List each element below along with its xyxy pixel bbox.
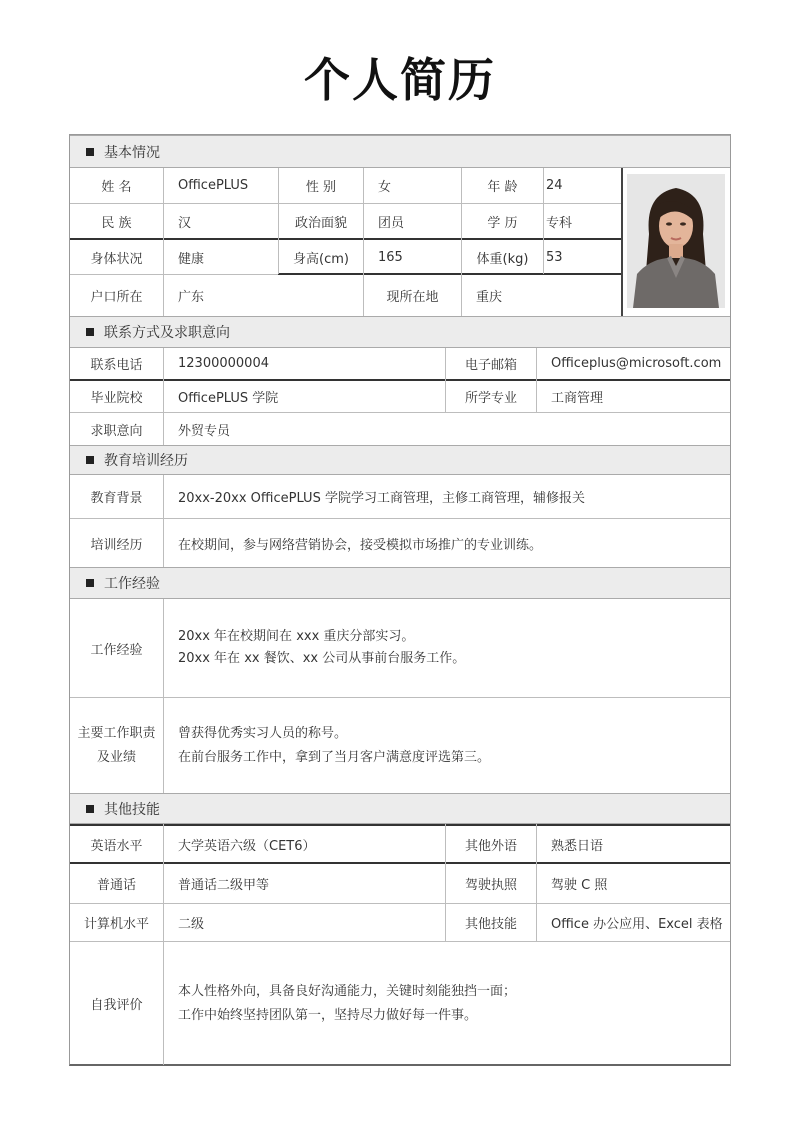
- duty-line: 曾获得优秀实习人员的称号。: [178, 725, 348, 741]
- weight-label: 体重(kg): [476, 251, 529, 267]
- english-label: 英语水平: [90, 838, 143, 854]
- section-work: [70, 567, 730, 599]
- major-value: 工商管理: [551, 391, 604, 406]
- ethnicity-value: 汉: [178, 215, 192, 231]
- intent-value: 外贸专员: [178, 423, 231, 439]
- bullet-square-icon: [86, 805, 94, 813]
- driving-label: 驾驶执照: [464, 878, 517, 893]
- height-value: 165: [378, 249, 403, 265]
- education-background-label: 教育背景: [90, 491, 143, 506]
- other-skill-value: Office 办公应用、Excel 表格: [551, 917, 723, 932]
- work-experience-line: 20xx 年在校期间在 xxx 重庆分部实习。: [178, 629, 415, 644]
- section-contact: [70, 316, 730, 348]
- gender-label: 性 别: [305, 180, 337, 195]
- school-value: OfficePLUS 学院: [178, 391, 279, 406]
- residence-value: 重庆: [476, 290, 503, 305]
- self-evaluation-label: 自我评价: [90, 998, 143, 1013]
- work-experience-line: 20xx 年在 xx 餐饮、xx 公司从事前台服务工作。: [178, 651, 466, 666]
- section-title: 基本情况: [104, 144, 160, 161]
- section-title: 联系方式及求职意向: [104, 325, 230, 341]
- email-label: 电子邮箱: [464, 358, 517, 373]
- degree-label: 学 历: [487, 215, 518, 231]
- major-label: 所学专业: [464, 391, 517, 406]
- other-language-label: 其他外语: [464, 838, 517, 854]
- duty-value: [164, 698, 730, 793]
- self-evaluation-value: [164, 942, 730, 1065]
- education-background-value: 20xx-20xx OfficePLUS 学院学习工商管理，主修工商管理，辅修报关: [178, 491, 585, 506]
- name-label: 姓 名: [101, 180, 132, 195]
- intent-label: 求职意向: [90, 423, 143, 439]
- residence-label: 现所在地: [386, 290, 439, 305]
- bullet-square-icon: [86, 328, 94, 336]
- training-label: 培训经历: [90, 537, 143, 553]
- health-label: 身体状况: [90, 251, 143, 267]
- duty-label: [70, 698, 163, 793]
- mandarin-value: 普通话二级甲等: [178, 878, 270, 893]
- english-value: 大学英语六级（CET6）: [178, 838, 316, 854]
- phone-label: 联系电话: [90, 358, 143, 373]
- duty-label-line: 主要工作职责: [77, 725, 156, 741]
- section-title: 教育培训经历: [104, 453, 188, 469]
- political-value: 团员: [378, 215, 405, 231]
- hukou-label: 户口所在: [90, 290, 143, 305]
- ethnicity-label: 民 族: [101, 215, 132, 231]
- section-title: 工作经验: [104, 576, 160, 592]
- section-basic: [70, 135, 730, 168]
- bullet-square-icon: [86, 579, 94, 587]
- self-evaluation-line: 本人性格外向，具备良好沟通能力，关键时刻能独挡一面；: [178, 983, 517, 999]
- profile-photo: [627, 174, 725, 308]
- duty-label-line: 及业绩: [96, 749, 136, 765]
- self-evaluation-line: 工作中始终坚持团队第一，坚持尽力做好每一件事。: [178, 1007, 478, 1023]
- height-label: 身高(cm): [293, 251, 349, 267]
- other-skill-label: 其他技能: [464, 917, 517, 932]
- other-language-value: 熟悉日语: [551, 838, 604, 854]
- duty-line: 在前台服务工作中，拿到了当月客户满意度评选第三。: [178, 749, 491, 765]
- email-value: Officeplus@microsoft.com: [551, 356, 722, 371]
- work-experience-label: 工作经验: [90, 642, 143, 658]
- political-label: 政治面貌: [294, 215, 347, 231]
- driving-value: 驾驶 C 照: [551, 878, 608, 893]
- health-value: 健康: [178, 251, 205, 267]
- portrait-image-icon: [627, 174, 725, 308]
- phone-value: 12300000004: [178, 356, 269, 371]
- mandarin-label: 普通话: [96, 878, 136, 893]
- age-label: 年 龄: [487, 180, 518, 195]
- computer-label: 计算机水平: [83, 917, 149, 932]
- weight-value: 53: [546, 249, 563, 265]
- training-value: 在校期间，参与网络营销协会，接受模拟市场推广的专业训练。: [178, 537, 543, 553]
- section-education: [70, 445, 730, 475]
- school-label: 毕业院校: [90, 391, 143, 406]
- work-experience-value: [164, 599, 730, 697]
- computer-value: 二级: [178, 917, 205, 932]
- section-skills: [70, 793, 730, 824]
- hukou-value: 广东: [178, 290, 205, 305]
- name-value: OfficePLUS: [178, 178, 249, 193]
- age-value: 24: [546, 178, 563, 193]
- gender-value: 女: [378, 180, 392, 195]
- section-title: 其他技能: [104, 801, 160, 818]
- bullet-square-icon: [86, 148, 94, 156]
- degree-value: 专科: [546, 215, 573, 231]
- page-title: 个人简历: [304, 53, 496, 107]
- bullet-square-icon: [86, 456, 94, 464]
